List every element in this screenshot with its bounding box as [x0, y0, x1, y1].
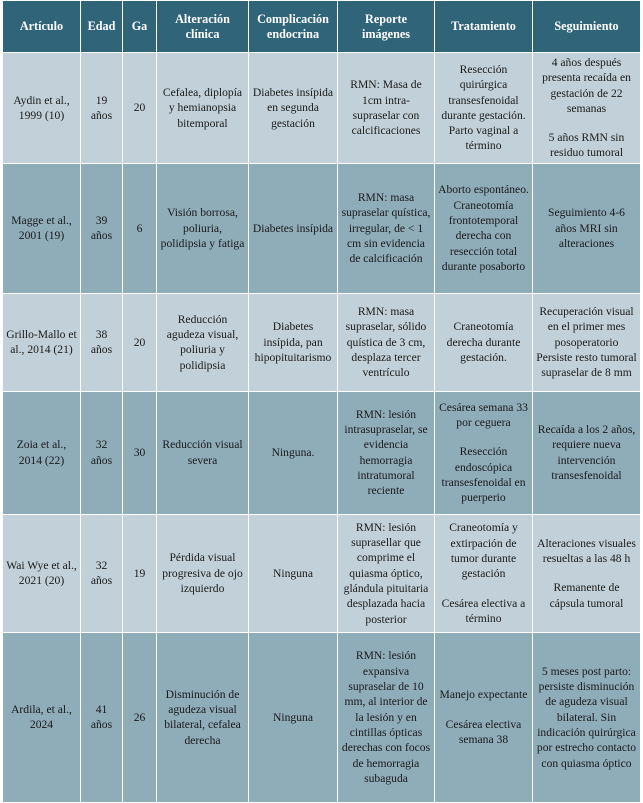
cell-tratamiento	[435, 163, 533, 293]
table-row	[3, 632, 641, 802]
table-row	[3, 53, 641, 164]
cell-seguimiento	[533, 391, 641, 514]
cell-tratamiento-paragraph: Resección endoscópica transesfenoidal en puerperio	[441, 445, 526, 505]
table-row	[3, 391, 641, 514]
cell-reporte: RMN: lesión suprasellar que comprime el quiasma óptico, glándula pituitaria desplazada hacia posterior	[338, 514, 435, 632]
cell-tratamiento-paragraph: Cesárea electiva a término	[441, 596, 526, 625]
cell-tratamiento	[435, 514, 533, 632]
cell-tratamiento	[435, 632, 533, 802]
cell-reporte: RMN: Masa de 1cm intra-supraselar con calcificaciones	[338, 53, 435, 164]
cell-complicacion: Diabetes insípida	[249, 163, 338, 293]
cell-reporte: RMN: lesión expansiva supraselar de 10 mm, al interior de la lesión y en cintillas ópticas derechas con focos de hemorragia subaguda	[338, 632, 435, 802]
cell-alteracion: Cefalea, diplopía y hemianopsia bitemporal	[157, 53, 249, 164]
cell-complicacion: Diabetes insípida, pan hipopituitarismo	[249, 293, 338, 391]
table-body	[3, 53, 641, 803]
cell-ga: 26	[123, 632, 157, 802]
cell-seguimiento-paragraph: Alteraciones visuales resueltas a las 48 h	[537, 536, 636, 565]
header-row	[3, 1, 641, 53]
cell-seguimiento	[533, 293, 641, 391]
cell-tratamiento-paragraph: Craneotomía y extirpación de tumor durante gestación	[449, 521, 518, 581]
cell-reporte: RMN: masa supraselar, sólido quística de 3 cm, desplaza tercer ventrículo	[338, 293, 435, 391]
cell-reporte: RMN: lesión intrasupraselar, se evidencia hemorragia intratumoral reciente	[338, 391, 435, 514]
cell-complicacion: Ninguna	[249, 632, 338, 802]
cell-tratamiento-paragraph: Aborto espontáneo. Craneotomía frontotemporal derecha con resección total durante posaborto	[438, 183, 529, 273]
cell-articulo: Wai Wye et al., 2021 (20)	[3, 514, 81, 632]
cell-seguimiento	[533, 163, 641, 293]
cell-ga: 20	[123, 53, 157, 164]
cell-edad: 41 años	[81, 632, 123, 802]
cell-complicacion: Ninguna	[249, 514, 338, 632]
table-row	[3, 163, 641, 293]
header-reporte: Reporte imágenes	[338, 1, 435, 53]
cell-edad: 19 años	[81, 53, 123, 164]
header-alteracion: Alteración clínica	[157, 1, 249, 53]
header-seguimiento: Seguimiento	[533, 1, 641, 53]
case-table	[2, 0, 641, 803]
cell-seguimiento-paragraph: 5 meses post parto: persiste disminución de agudeza visual bilateral. Sin indicación quirúrgica por estrecho contacto con quiasma óptico	[536, 664, 637, 770]
cell-seguimiento	[533, 632, 641, 802]
cell-reporte: RMN: masa supraselar quística, irregular, de < 1 cm sin evidencia de calcificación	[338, 163, 435, 293]
cell-ga: 6	[123, 163, 157, 293]
cell-alteracion: Disminución de agudeza visual bilateral, cefalea derecha	[157, 632, 249, 802]
cell-articulo: Aydin et al., 1999 (10)	[3, 53, 81, 164]
cell-complicacion: Ninguna.	[249, 391, 338, 514]
table-row	[3, 514, 641, 632]
cell-tratamiento	[435, 293, 533, 391]
cell-edad: 32 años	[81, 514, 123, 632]
cell-ga: 30	[123, 391, 157, 514]
header-articulo: Artículo	[3, 1, 81, 53]
cell-tratamiento	[435, 391, 533, 514]
cell-alteracion: Reducción agudeza visual, poliuria y polidipsia	[157, 293, 249, 391]
header-complicacion: Complicación endocrina	[249, 1, 338, 53]
cell-edad: 38 años	[81, 293, 123, 391]
cell-seguimiento-paragraph: Recaída a los 2 años, requiere nueva intervención transesfenoidal	[537, 423, 636, 483]
cell-seguimiento-paragraph: Remanente de cápsula tumoral	[549, 581, 624, 610]
cell-articulo: Zoia et al., 2014 (22)	[3, 391, 81, 514]
cell-seguimiento-paragraph: Seguimiento 4-6 años MRI sin alteraciones	[548, 206, 625, 250]
cell-seguimiento-paragraph: 5 años RMN sin residuo tumoral	[548, 131, 625, 160]
cell-ga: 19	[123, 514, 157, 632]
table-row	[3, 293, 641, 391]
cell-edad: 32 años	[81, 391, 123, 514]
cell-complicacion: Diabetes insípida en segunda gestación	[249, 53, 338, 164]
cell-seguimiento	[533, 53, 641, 164]
cell-articulo: Grillo-Mallo et al., 2014 (21)	[3, 293, 81, 391]
cell-tratamiento-paragraph: Craneotomía derecha durante gestación.	[446, 320, 521, 364]
cell-ga: 20	[123, 293, 157, 391]
cell-tratamiento-paragraph: Resección quirúrgica transesfenoidal durante gestación. Parto vaginal a término	[441, 63, 526, 153]
cell-articulo: Ardila, et al., 2024	[3, 632, 81, 802]
cell-tratamiento-paragraph: Cesárea semana 33 por ceguera	[439, 400, 528, 430]
cell-tratamiento-paragraph: Cesárea electiva semana 38	[445, 717, 522, 746]
header-tratamiento: Tratamiento	[435, 1, 533, 53]
cell-seguimiento-paragraph: 4 años después presenta recaída en gestación de 22 semanas	[542, 56, 631, 115]
cell-alteracion: Visión borrosa, poliuria, polidipsia y fatiga	[157, 163, 249, 293]
cell-edad: 39 años	[81, 163, 123, 293]
cell-seguimiento-paragraph: Recuperación visual en el primer mes posoperatorio Persiste resto tumoral supraselar de 8 mm	[536, 305, 637, 380]
cell-alteracion: Reducción visual severa	[157, 391, 249, 514]
cell-tratamiento	[435, 53, 533, 164]
cell-alteracion: Pérdida visual progresiva de ojo izquierdo	[157, 514, 249, 632]
cell-articulo: Magge et al., 2001 (19)	[3, 163, 81, 293]
header-ga: Ga	[123, 1, 157, 53]
cell-tratamiento-paragraph: Manejo expectante	[439, 688, 528, 702]
cell-seguimiento	[533, 514, 641, 632]
header-edad: Edad	[81, 1, 123, 53]
